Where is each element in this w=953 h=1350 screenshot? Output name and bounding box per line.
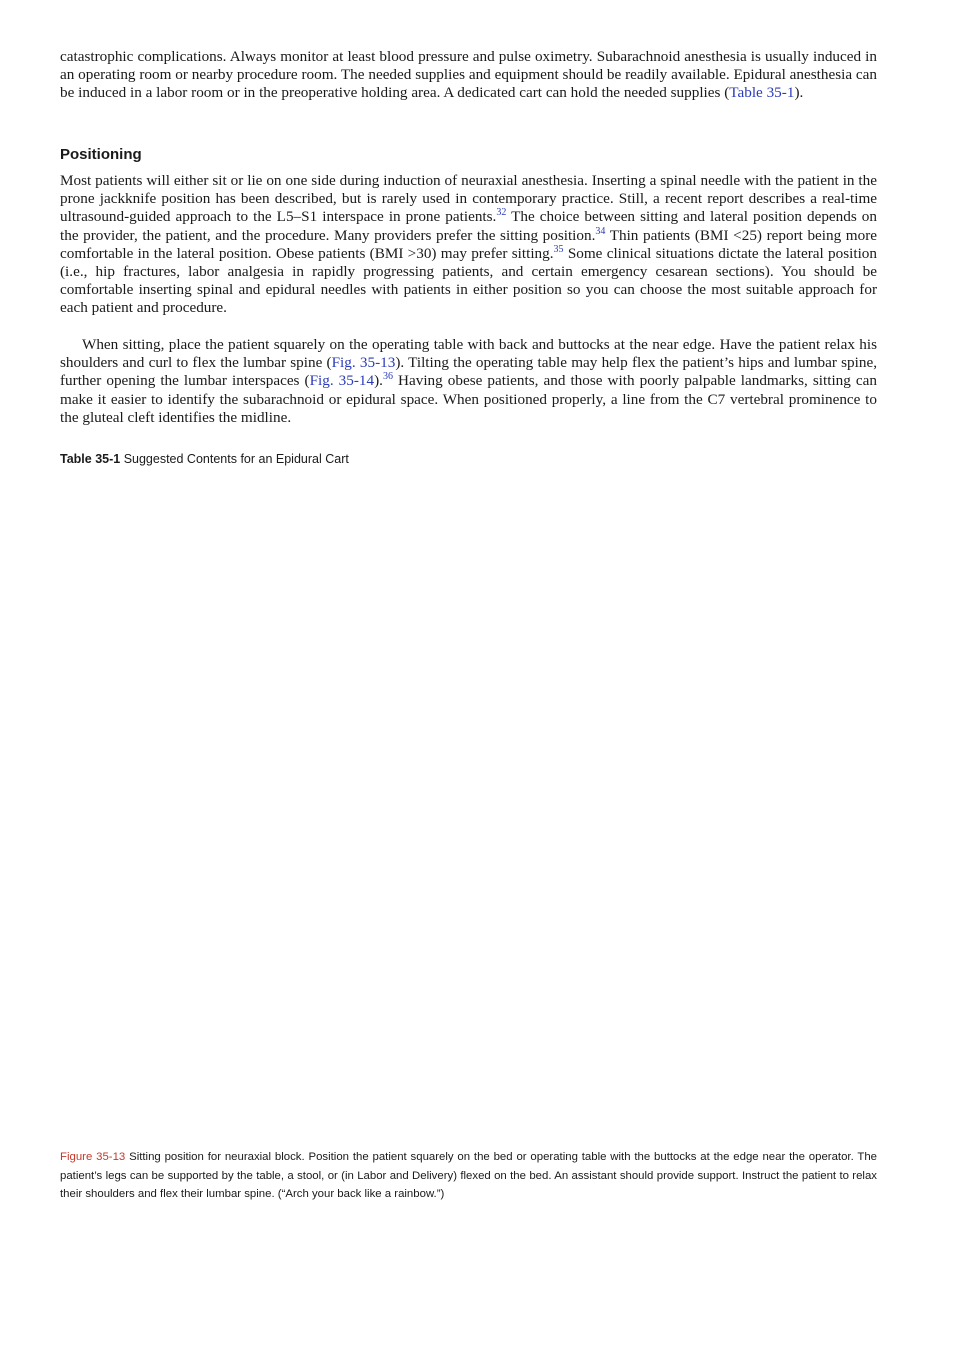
table-title-text: Suggested Contents for an Epidural Cart — [120, 452, 349, 466]
table-title — [60, 452, 349, 466]
intro-text: catastrophic complications. Always monitor at least blood pressure and pulse oximetry. Subarachnoid anesthesia is usually induced in an operating room or nearby procedure room. The needed supplies and equipment should be readily available. Epidural anesthesia can be induced in a labor room or in the preoperative holding area. A dedicated cart can hold the needed supplies ( — [60, 48, 877, 102]
fig-35-13-link[interactable]: Fig. 35-13 — [331, 354, 396, 372]
reference-36-link[interactable]: 36 — [382, 371, 393, 383]
reference-34-link[interactable]: 34 — [595, 225, 606, 237]
figure-caption — [60, 1148, 877, 1204]
para2-sentence-4: Having obese patients, and those with poorly palpable landmarks, sitting can make it easier to identify the subarachnoid or epidural space. When positioned properly, a line from the C7 vertebral prominence to the gluteal cleft identifies the midline. — [60, 372, 877, 426]
para2-sentence-3: ). — [374, 372, 383, 390]
table-35-1-link[interactable]: Table 35-1 — [729, 84, 795, 102]
para1-sentence-2: The choice between sitting and lateral position depends on the provider, the patient, and the procedure. Many providers prefer the sitting position. — [60, 208, 877, 244]
para1-sentence-4: Some clinical situations dictate the lateral position (i.e., hip fractures, labor analgesia in rapidly progressing patients, and certain emergency cesarean sections). You should be comfortable inserting spinal and epidural needles with patients in either position so you can choose the most suitable approach for each patient and procedure. — [60, 244, 877, 317]
para2-sentence-2: ). Tilting the operating table may help flex the patient’s hips and lumbar spine, further opening the lumbar interspaces ( — [60, 354, 877, 390]
section-heading-positioning: Positioning — [60, 146, 142, 163]
table-label: Table 35-1 — [60, 452, 121, 466]
intro-end: ). — [794, 84, 804, 102]
reference-32-link[interactable]: 32 — [496, 207, 507, 219]
para1-sentence-1: Most patients will either sit or lie on one side during induction of neuraxial anesthesia. Inserting a spinal needle with the patient in the prone jackknife position has been described, but is rarely used in contemporary practice. Still, a recent report describes a real-time ultrasound-guided approach to the L5–S1 interspace in prone patients. — [60, 172, 877, 226]
figure-caption-text: Sitting position for neuraxial block. Position the patient squarely on the bed or operating table with the buttocks at the edge near the operator. The patient’s legs can be supported by the table, a stool, or (in Labor and Delivery) flexed on the bed. An assistant should provide support. Instruct the patient to relax their shoulders and flex their lumbar spine. (“Arch your back like a rainbow.”) — [60, 1151, 877, 1200]
reference-35-link[interactable]: 35 — [553, 243, 564, 255]
para1-sentence-3: Thin patients (BMI <25) report being more comfortable in the lateral position. Obese patients (BMI >30) may prefer sitting. — [60, 226, 877, 262]
positioning-paragraph-2 — [60, 336, 877, 427]
para2-sentence-1: When sitting, place the patient squarely on the operating table with back and buttocks at the near edge. Have the patient relax his shoulders and curl to flex the lumbar spine ( — [60, 336, 877, 372]
figure-placeholder-area — [60, 478, 877, 1138]
intro-paragraph — [60, 48, 877, 103]
fig-35-14-link[interactable]: Fig. 35-14 — [309, 372, 375, 390]
positioning-paragraph-1 — [60, 172, 877, 318]
figure-label: Figure 35-13 — [60, 1151, 126, 1163]
